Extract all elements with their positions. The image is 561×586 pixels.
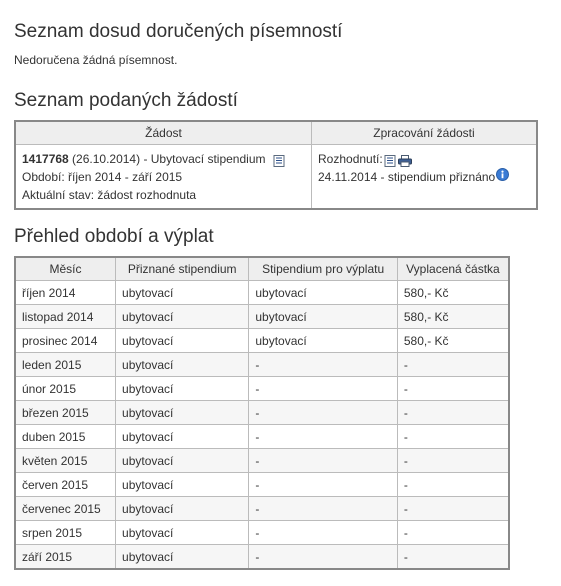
paid-cell: - <box>397 449 509 473</box>
granted-cell: ubytovací <box>116 377 249 401</box>
scholarship-cell: ubytovací <box>249 281 398 305</box>
request-detail: (26.10.2014) - Ubytovací stipendium <box>68 152 266 166</box>
month-cell: prosinec 2014 <box>15 329 116 353</box>
granted-cell: ubytovací <box>116 425 249 449</box>
paid-cell: 580,- Kč <box>397 329 509 353</box>
granted-cell: ubytovací <box>116 521 249 545</box>
month-cell: červen 2015 <box>15 473 116 497</box>
request-status: Aktuální stav: žádost rozhodnuta <box>22 188 197 202</box>
print-icon[interactable] <box>398 154 412 166</box>
paid-cell: - <box>397 401 509 425</box>
documents-heading: Seznam dosud doručených písemností <box>14 21 343 42</box>
request-cell <box>15 145 312 210</box>
scholarship-cell: - <box>249 521 398 545</box>
month-cell: září 2015 <box>15 545 116 570</box>
granted-cell: ubytovací <box>116 449 249 473</box>
table-row <box>15 329 509 353</box>
table-row <box>15 473 509 497</box>
granted-cell: ubytovací <box>116 305 249 329</box>
scholarship-cell: - <box>249 497 398 521</box>
month-cell: květen 2015 <box>15 449 116 473</box>
table-row <box>15 425 509 449</box>
paid-cell: - <box>397 425 509 449</box>
month-cell: srpen 2015 <box>15 521 116 545</box>
scholarship-cell: ubytovací <box>249 305 398 329</box>
paid-cell: - <box>397 473 509 497</box>
paid-cell: - <box>397 521 509 545</box>
request-title-line <box>22 150 305 168</box>
table-row <box>15 545 509 570</box>
paid-cell: 580,- Kč <box>397 281 509 305</box>
scholarship-cell: - <box>249 353 398 377</box>
decision-line <box>318 150 530 168</box>
paid-cell: - <box>397 497 509 521</box>
column-header-scholarship: Stipendium pro výplatu <box>249 257 398 281</box>
column-header-month: Měsíc <box>15 257 116 281</box>
documents-empty-text: Nedoručena žádná písemnost. <box>14 53 178 67</box>
requests-heading: Seznam podaných žádostí <box>14 90 238 111</box>
scholarship-cell: - <box>249 377 398 401</box>
month-cell: březen 2015 <box>15 401 116 425</box>
decision-document-icon[interactable] <box>384 154 396 166</box>
requests-table <box>14 120 538 210</box>
request-number: 1417768 <box>22 152 69 166</box>
decision-result: 24.11.2014 - stipendium přiznáno <box>318 170 496 184</box>
month-cell: listopad 2014 <box>15 305 116 329</box>
scholarship-cell: - <box>249 473 398 497</box>
table-row <box>15 305 509 329</box>
granted-cell: ubytovací <box>116 497 249 521</box>
month-cell: leden 2015 <box>15 353 116 377</box>
scholarship-cell: - <box>249 545 398 570</box>
paid-cell: 580,- Kč <box>397 305 509 329</box>
request-period: Období: říjen 2014 - září 2015 <box>22 170 183 184</box>
info-icon[interactable] <box>496 168 509 181</box>
table-row <box>15 497 509 521</box>
table-row <box>15 521 509 545</box>
scholarship-cell: - <box>249 401 398 425</box>
table-row <box>15 377 509 401</box>
granted-cell: ubytovací <box>116 329 249 353</box>
processing-cell <box>312 145 538 210</box>
table-row <box>15 281 509 305</box>
column-header-paid: Vyplacená částka <box>397 257 509 281</box>
table-row <box>15 449 509 473</box>
paid-cell: - <box>397 377 509 401</box>
paid-cell: - <box>397 545 509 570</box>
month-cell: duben 2015 <box>15 425 116 449</box>
document-icon[interactable] <box>273 154 285 166</box>
granted-cell: ubytovací <box>116 353 249 377</box>
table-row <box>15 401 509 425</box>
decision-label: Rozhodnutí: <box>318 152 383 166</box>
table-row <box>15 353 509 377</box>
scholarship-cell: - <box>249 449 398 473</box>
decision-result-line <box>318 168 530 186</box>
periods-table-body <box>15 281 509 570</box>
periods-table <box>14 256 510 570</box>
scholarship-cell: ubytovací <box>249 329 398 353</box>
month-cell: únor 2015 <box>15 377 116 401</box>
column-header-request: Žádost <box>15 121 312 145</box>
granted-cell: ubytovací <box>116 473 249 497</box>
periods-heading: Přehled období a výplat <box>14 226 214 247</box>
column-header-processing: Zpracování žádosti <box>312 121 538 145</box>
scholarship-cell: - <box>249 425 398 449</box>
granted-cell: ubytovací <box>116 281 249 305</box>
granted-cell: ubytovací <box>116 545 249 570</box>
request-row <box>15 145 537 210</box>
granted-cell: ubytovací <box>116 401 249 425</box>
column-header-granted: Přiznané stipendium <box>116 257 249 281</box>
month-cell: červenec 2015 <box>15 497 116 521</box>
paid-cell: - <box>397 353 509 377</box>
month-cell: říjen 2014 <box>15 281 116 305</box>
